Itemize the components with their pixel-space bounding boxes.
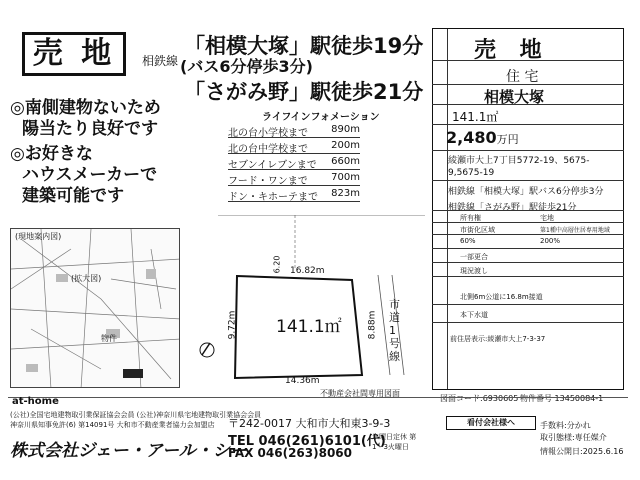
station1-bus: (バス6分停歩3分) [180, 57, 313, 76]
date-label: 情報公開日: [540, 447, 583, 456]
table-status: 一部更合 [460, 253, 488, 261]
table-access1: 相鉄線「相模大塚」駅バス6分停歩3分 [448, 187, 604, 197]
fee-label: 手数料: [540, 421, 567, 430]
date-value: 2025.6.16 [582, 447, 624, 456]
plot-top-dim: 16.82m [290, 266, 325, 276]
footer-assoc2: 神奈川県知事免許(6) 第14091号 大和市不動産業者協力会加盟店 [10, 421, 215, 429]
table-rights: 所有権 [460, 214, 481, 222]
plot-area: 141.1㎡ [276, 317, 342, 337]
table-floor-ratio: 200% [540, 237, 561, 245]
plot-note: 不動産会社間専用図面 [320, 389, 400, 398]
plot-bottom-dim: 14.36m [285, 376, 320, 386]
table-price [446, 128, 519, 147]
plot-left-dim: 9.72m [227, 310, 238, 340]
plot-north-dim: 6.20 [272, 255, 282, 274]
table-remark: 前住居表示:綾瀬市大上7-3-37 [450, 335, 546, 343]
table-zoning: 第1種中高層住居専用地域 [540, 227, 610, 234]
highlight-2-line3: 建築可能です [22, 186, 124, 206]
property-no [520, 393, 603, 404]
map-expand-label: (拡大図) [71, 274, 102, 283]
station1-title: 「相模大塚」駅徒歩19分 [184, 34, 424, 58]
table-access2: 相鉄線「さがみ野」駅徒歩21分 [448, 203, 577, 213]
company-fax: FAX 046(263)8060 [228, 446, 353, 460]
table-address: 綾瀬市大上7丁目5772-19、5675-9,5675-19 [448, 156, 590, 178]
highlight-2 [10, 144, 157, 207]
lifeline-distance: 700m [331, 172, 360, 183]
table-usage: 住 宅 [506, 69, 539, 85]
table-delivery: 現況渡し [460, 267, 488, 275]
drawing-code [440, 393, 518, 404]
broker-label: 取引態様 [540, 433, 572, 442]
drawing-code-value: 6930605 [482, 394, 519, 403]
fee-value: 分かれ [566, 421, 591, 430]
lifeline-name: 北の台中学校まで [228, 144, 308, 155]
athome-logo: at-home [12, 396, 59, 407]
lifeline-name: 北の台小学校まで [228, 128, 308, 139]
lifeline-title: ライフインフォメーション [262, 112, 380, 123]
broker-value: 専任媒介 [574, 433, 607, 442]
line-label: 相鉄線 [142, 54, 179, 68]
highlight-2-line1: ◎お好きな [10, 144, 93, 164]
map-title: (現地案内図) [15, 232, 62, 241]
highlight-2-line2: ハウスメーカーで [22, 165, 158, 185]
lifeline-item [228, 124, 360, 138]
lifeline-distance: 823m [331, 188, 360, 199]
lifeline-distance: 890m [331, 124, 360, 135]
table-coverage: 60% [460, 237, 476, 245]
lifeline-item [228, 140, 360, 154]
station2-title: 「さがみ野」駅徒歩21分 [184, 80, 424, 104]
lifeline-name: ドン・キホーテまで [228, 192, 318, 203]
price-value: 2,480 [446, 128, 497, 147]
company-name: 株式会社ジェー・アール・シー [10, 441, 247, 461]
road-label: 市道1号線 [389, 298, 400, 363]
company-holiday: 水曜日定休 第1・3火曜日 [372, 433, 417, 451]
map-graphic [11, 229, 180, 388]
map-pin-label: 物件 [101, 334, 117, 343]
drawing-code-label: 図面コード: [440, 394, 483, 403]
footer-divider [8, 397, 628, 398]
lifeline-item [228, 188, 360, 202]
table-land-area: 141.1㎡ [452, 110, 499, 124]
company-address: 〒242-0017 大和市大和東3-9-3 [228, 417, 391, 430]
footer-assoc1: (公社)全国宅地建物取引業保証協会会員 (公社)神奈川県宅地建物取引業協会会員 [10, 411, 262, 419]
location-map [10, 228, 180, 388]
table-area-name: 相模大塚 [484, 88, 545, 106]
plot-right-dim: 8.88m [367, 310, 378, 340]
table-land-category: 宅地 [540, 214, 554, 222]
price-unit: 万円 [496, 133, 519, 146]
lifeline-item [228, 156, 360, 170]
lifeline-distance: 660m [331, 156, 360, 167]
table-sale-type: 売 地 [474, 38, 550, 63]
table-broker: 取引態様:専任媒介 [540, 433, 607, 442]
lifeline-distance: 200m [331, 140, 360, 151]
highlight-1-line2: 陽当たり良好です [22, 119, 158, 139]
sale-badge: 売 地 [22, 32, 126, 76]
table-water: 本下水道 [460, 311, 488, 319]
lifeline-name: フード・ワンまで [228, 176, 308, 187]
highlight-1 [10, 98, 161, 140]
company-tel: TEL 046(261)6101(代) [228, 434, 386, 449]
table-fee [540, 420, 591, 431]
highlight-1-line1: ◎南側建物ないため [10, 98, 161, 118]
lifeline-item [228, 172, 360, 186]
table-city-plan: 市街化区域 [460, 226, 495, 234]
table-date [540, 446, 623, 457]
lifeline-name: セブンイレブンまで [228, 160, 317, 171]
property-no-value: 13450084-1 [554, 394, 604, 403]
contact-button[interactable]: 看付会社様へ [446, 416, 536, 430]
property-no-label: 物件番号 [520, 394, 552, 403]
table-road: 北側6m公道に16.8m接道 [460, 293, 543, 301]
